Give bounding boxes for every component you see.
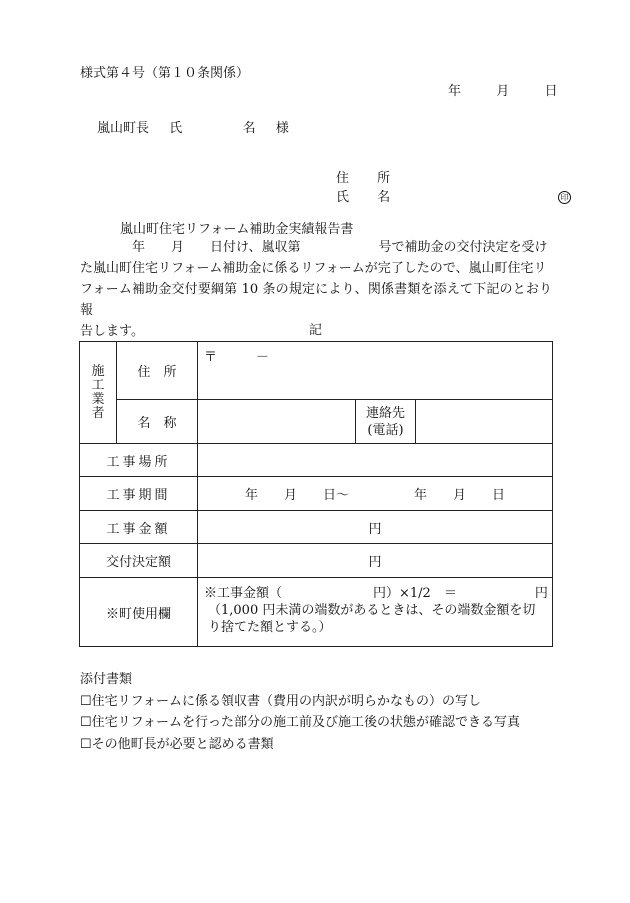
contact-label: 連絡先 (電話) (356, 400, 416, 444)
sender-block (336, 169, 571, 207)
attachment-item[interactable]: ☐住宅リフォームを行った部分の施工前及び施工後の状態が確認できる写真 (80, 715, 521, 730)
grant-label: 交付決定額 (80, 544, 198, 578)
addressee-shi: 氏 (169, 121, 183, 136)
contact-field[interactable] (416, 400, 553, 444)
town-use-field (198, 578, 553, 647)
address-field[interactable] (198, 342, 553, 400)
attachments-title: 添付書類 (80, 672, 133, 687)
report-body-line: 告します。 (80, 324, 144, 339)
amount-label: 工事金額 (80, 511, 198, 544)
attachment-item[interactable]: ☐その他町長が必要と認める書類 (80, 736, 274, 752)
postal-code: 〒 － (204, 350, 270, 365)
amount-field[interactable]: 円 (198, 511, 553, 544)
calc-note: （1,000 円未満の端数があるときは、その端数金額を切り捨てた額とする。） (208, 603, 536, 635)
addressee-mei: 名 (242, 121, 256, 136)
company-name-field[interactable] (198, 400, 356, 444)
period-field[interactable]: 年 月 日～ 年 月 日 (198, 477, 553, 511)
form-number: 様式第４号（第１０条関係） (80, 66, 250, 81)
addressee (97, 121, 289, 137)
date-line (448, 84, 558, 100)
report-title: 嵐山町住宅リフォーム補助金実績報告書 (120, 222, 354, 237)
date-month: 月 (496, 84, 510, 99)
grant-field[interactable]: 円 (198, 544, 553, 578)
town-use-label: ※町使用欄 (80, 578, 198, 647)
date-year: 年 (448, 84, 462, 99)
date-day: 日 (544, 84, 558, 99)
company-name-label: 名 称 (117, 400, 198, 444)
contractor-label: 施 工 業 者 (80, 342, 117, 444)
sender-address-label: 住 所 (336, 171, 403, 186)
site-field[interactable] (198, 444, 553, 477)
addressee-sama: 様 (275, 121, 289, 136)
ki-heading: 記 (309, 323, 323, 338)
site-label: 工事場所 (80, 444, 198, 477)
calc-formula: ※工事金額（ 円）×1/2 ＝ 円 (204, 586, 548, 601)
seal-icon: 印 (558, 191, 571, 204)
report-table (79, 341, 553, 647)
period-label: 工事期間 (80, 477, 198, 511)
attachment-item[interactable]: ☐住宅リフォームに係る領収書（費用の内訳が明らかなもの）の写し (80, 693, 482, 709)
attachments (80, 669, 520, 755)
address-label: 住 所 (117, 342, 198, 400)
report-body-line: た嵐山町住宅リフォーム補助金に係るリフォームが完了したので、嵐山町住宅リ (80, 261, 547, 276)
sender-name-label: 氏 名 (336, 190, 403, 205)
addressee-title: 嵐山町長 (97, 121, 150, 136)
report-body-line: 年 月 日付け、嵐収第 号で補助金の交付決定を受け (80, 240, 548, 255)
report-body-line: フォーム補助金交付要綱第 10 条の規定により、関係書類を添えて下記のとおり報 (80, 282, 552, 318)
